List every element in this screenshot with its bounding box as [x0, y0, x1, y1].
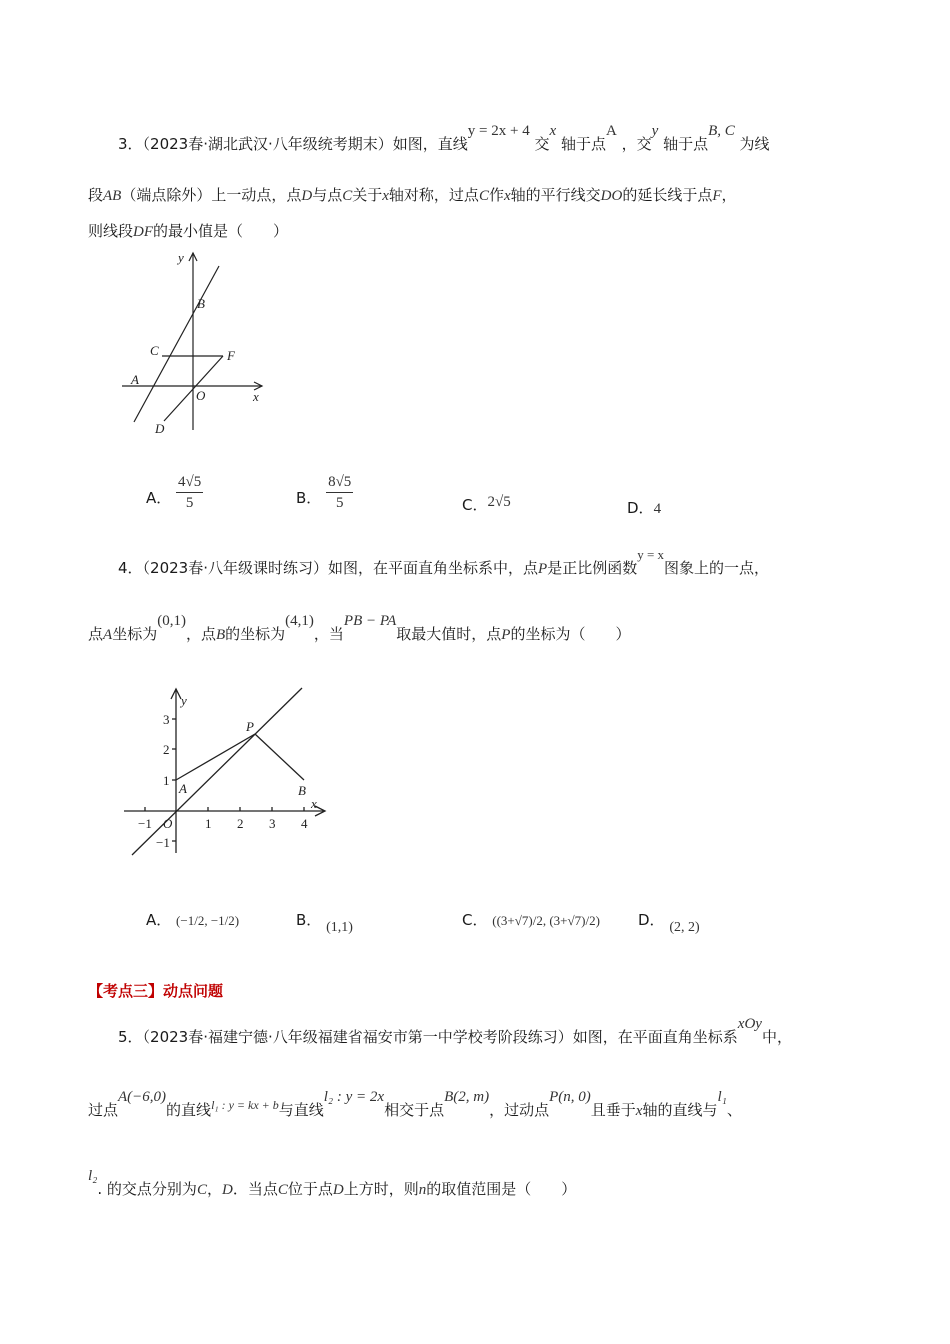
- q3-option-a[interactable]: A． $\frac{4√5}{5}$: [146, 474, 202, 511]
- q4-segment-pb: [255, 734, 304, 780]
- q4-xtick-3: 3: [269, 816, 276, 831]
- q4-figure: [118, 683, 338, 863]
- q4-ytick-2: 2: [163, 742, 170, 757]
- q3-option-b[interactable]: B． $\frac{8√5}{5}$: [296, 474, 352, 511]
- q5-number: 5．: [118, 1028, 143, 1046]
- q3-label-y: y: [178, 250, 184, 265]
- q4-xtick-2: 2: [237, 816, 244, 831]
- q3-line2: 段AB（端点除外）上一动点，点D与点C关于x轴对称，过点C作x轴的平行线交DO的延长线于点F，: [88, 186, 737, 204]
- q3-label-x: x: [253, 389, 259, 404]
- q3-option-a-fraction: $\frac{4√5}{5}$: [178, 474, 202, 511]
- q4-label-b: B: [298, 783, 306, 798]
- q4-source: （2023春·八年级课时练习）: [142, 559, 328, 577]
- q4-option-c[interactable]: C． ((3+√7)/2, (3+√7)/2): [462, 911, 600, 929]
- q3-number: 3．: [118, 135, 143, 153]
- q4-line1: 4．（2023春·八年级课时练习）如图，在平面直角坐标系中，点P是正比例函数y = x图象上的一点，: [118, 547, 770, 577]
- q5-line2: 过点A(−6,0)的直线$^{l_1 : y = kx + b}$与直线l₂ : y = 2x相交于点B(2, m)，过动点P(n, 0)且垂于x轴的直线与l₁、: [88, 1089, 742, 1119]
- q3-option-d[interactable]: D．4: [627, 499, 662, 517]
- q4-label-x: x: [311, 796, 317, 811]
- q5-line3: l₂. 的交点分别为C，D．当点C位于点D上方时，则n的取值范围是（ ）: [88, 1168, 577, 1198]
- q5-line1: 5．（2023春·福建宁德·八年级福建省福安市第一中学校考阶段练习）如图，在平面直角坐标系xOy中，: [118, 1016, 792, 1046]
- q3-figure: [120, 245, 280, 440]
- q4-ytick-neg1: −1: [156, 835, 170, 850]
- q4-label-p: P: [246, 719, 254, 734]
- q3-line-ab: [134, 266, 219, 422]
- q4-option-b[interactable]: B． (1,1): [296, 911, 353, 935]
- q4-option-b-value: (1,1): [326, 920, 353, 935]
- q5-source: （2023春·福建宁德·八年级福建省福安市第一中学校考阶段练习）: [142, 1028, 573, 1046]
- q4-label-o: O: [163, 816, 173, 831]
- q4-number: 4．: [118, 559, 143, 577]
- q4-label-y: y: [181, 693, 187, 708]
- q4-ytick-1: 1: [163, 773, 170, 788]
- q4-option-d-value: (2, 2): [669, 920, 700, 935]
- q3-source: （2023春·湖北武汉·八年级统考期末）: [142, 135, 393, 153]
- q3-line3: 则线段DF的最小值是（ ）: [88, 222, 289, 240]
- q4-xtick-neg1: −1: [138, 816, 152, 831]
- q4-line2: 点A坐标为(0,1)，点B的坐标为(4,1)，当PB − PA取最大值时，点P的坐标为（ ）: [88, 613, 631, 643]
- section-heading: 【考点三】动点问题: [88, 982, 224, 1000]
- q3-label-f: F: [227, 348, 235, 363]
- q4-xtick-1: 1: [205, 816, 212, 831]
- q3-label-o: O: [196, 388, 206, 403]
- q3-line1: 3．（2023春·湖北武汉·八年级统考期末）如图，直线y = 2x + 4 交x 轴于点A ，交y 轴于点B, C 为线: [118, 123, 770, 153]
- q4-ytick-3: 3: [163, 712, 170, 727]
- q4-xtick-4: 4: [301, 816, 308, 831]
- q4-option-c-value: ((3+√7)/2, (3+√7)/2): [492, 913, 600, 928]
- q3-option-c[interactable]: C．2√5: [462, 494, 511, 514]
- q3-label-a: A: [131, 372, 139, 387]
- q4-label-a: A: [179, 781, 187, 796]
- q4-line-y-equals-x: [132, 688, 302, 855]
- q3-equation: y = 2x + 4: [467, 123, 530, 139]
- q4-option-a-value: (−1/2, −1/2): [176, 913, 240, 928]
- q4-option-a[interactable]: A． (−1/2, −1/2): [146, 911, 240, 929]
- q3-label-c: C: [150, 343, 159, 358]
- q3-label-d: D: [155, 421, 165, 436]
- q3-option-b-fraction: $\frac{8√5}{5}$: [328, 474, 352, 511]
- q4-option-d[interactable]: D． (2, 2): [638, 911, 700, 935]
- q3-label-b: B: [197, 296, 205, 311]
